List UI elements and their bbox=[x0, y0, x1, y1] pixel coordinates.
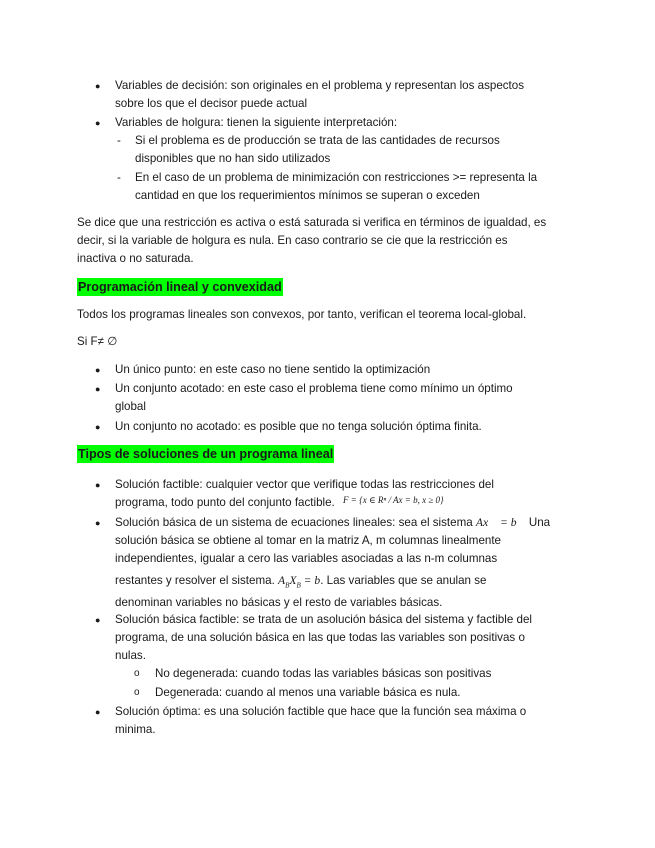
text-line bbox=[115, 572, 575, 594]
paragraph-restriccion-activa bbox=[77, 214, 582, 268]
text-line: solución básica se obtiene al tomar en la matriz A, m columnas linealmente bbox=[115, 534, 502, 547]
text-line: disponibles que no han sido utilizados bbox=[135, 152, 331, 165]
text-segment: programa, todo punto del conjunto factible. bbox=[115, 496, 335, 509]
list-item-variables-holgura bbox=[95, 114, 575, 132]
text-line: Si el problema es de producción se trata de las cantidades de recursos bbox=[135, 134, 500, 147]
text-line bbox=[115, 494, 575, 512]
formula-conjunto-factible: F = {x ∈ Rⁿ / Ax = b, x ≥ 0} bbox=[343, 495, 444, 505]
sub-item-produccion bbox=[117, 132, 580, 168]
text-line: Variables de holgura: tienen la siguiente interpretación: bbox=[115, 116, 398, 129]
list-item-unico-punto bbox=[95, 361, 575, 379]
list-item-conjunto-no-acotado bbox=[95, 418, 575, 436]
list-item-solucion-factible bbox=[95, 476, 575, 512]
text-line: Solución básica factible: se trata de un asolución básica del sistema y factible del bbox=[115, 613, 532, 626]
text-line: independientes, igualar a cero las variables asociadas a las n-m columnas bbox=[115, 552, 498, 565]
text-segment: restantes y resolver el sistema. bbox=[115, 574, 279, 587]
text-line: Degenerada: cuando al menos una variable básica es nula. bbox=[155, 686, 461, 699]
bullet-icon: ● bbox=[95, 615, 101, 625]
text-line: minima. bbox=[115, 723, 156, 736]
text-line: No degenerada: cuando todas las variables básicas son positivas bbox=[155, 667, 492, 680]
text-line: En el caso de un problema de minimización con restricciones >= representa la bbox=[135, 171, 538, 184]
dash-icon: - bbox=[117, 171, 121, 184]
sub-item-minimizacion bbox=[117, 169, 580, 205]
text-segment: Una bbox=[525, 516, 551, 529]
formula-sistema: Ax⃗ = b⃗ bbox=[475, 516, 526, 529]
text-line: Variables de decisión: son originales en el problema y representan los aspectos bbox=[115, 79, 525, 92]
text-segment: Solución básica de un sistema de ecuaciones lineales: sea el sistema bbox=[115, 516, 476, 529]
text-line: inactiva o no saturada. bbox=[77, 252, 194, 265]
list-item-conjunto-acotado bbox=[95, 380, 575, 416]
text-line: denominan variables no básicas y el resto de variables básicas. bbox=[115, 596, 443, 610]
formula-sub: B bbox=[296, 581, 301, 590]
text-line bbox=[115, 514, 575, 532]
heading-programacion-convexidad: Programación lineal y convexidad bbox=[78, 280, 282, 294]
bullet-icon: ● bbox=[95, 384, 101, 394]
sub-item-degenerada bbox=[134, 684, 575, 702]
bullet-icon: ● bbox=[95, 81, 101, 91]
bullet-icon: ● bbox=[95, 422, 101, 432]
text-line: Solución óptima: es una solución factible que hace que la función sea máxima o bbox=[115, 705, 527, 718]
formula-part: X bbox=[289, 574, 297, 587]
si-condition-line: Si F≠ ∅ bbox=[77, 335, 118, 348]
formula-part: = b bbox=[300, 574, 321, 587]
circle-bullet-icon: o bbox=[134, 668, 140, 679]
text-line: global bbox=[115, 400, 146, 413]
list-item-variables-decision bbox=[95, 77, 575, 113]
list-item-solucion-optima bbox=[95, 703, 575, 739]
text-line: sobre los que el decisor puede actual bbox=[115, 97, 308, 110]
sub-item-no-degenerada bbox=[134, 665, 575, 683]
text-line: Un conjunto no acotado: es posible que no tenga solución óptima finita. bbox=[115, 420, 482, 433]
bullet-icon: ● bbox=[95, 707, 101, 717]
text-line: nulas. bbox=[115, 649, 146, 662]
formula-sub: B bbox=[285, 581, 290, 590]
heading-tipos-soluciones: Tipos de soluciones de un programa lineal bbox=[78, 447, 334, 461]
bullet-icon: ● bbox=[95, 365, 101, 375]
text-segment: . Las variables que se anulan se bbox=[320, 574, 487, 587]
text-line: Un conjunto acotado: en este caso el problema tiene como mínimo un óptimo bbox=[115, 382, 513, 395]
bullet-icon: ● bbox=[95, 480, 101, 490]
text-line: Solución factible: cualquier vector que verifique todas las restricciones del bbox=[115, 478, 494, 491]
bullet-icon: ● bbox=[95, 518, 101, 528]
list-item-solucion-basica bbox=[95, 514, 575, 612]
formula-part: A bbox=[278, 574, 286, 587]
text-line: decir, si la variable de holgura es nula. En caso contrario se cie que la restricción es bbox=[77, 234, 508, 247]
text-line: cantidad en que los requerimientos mínimos se superan o exceden bbox=[135, 189, 480, 202]
text-line: Un único punto: en este caso no tiene sentido la optimización bbox=[115, 363, 431, 376]
list-item-solucion-basica-factible bbox=[95, 611, 575, 665]
paragraph-convexos: Todos los programas lineales son convexos, por tanto, verifican el teorema local-global. bbox=[77, 308, 527, 321]
dash-icon: - bbox=[117, 134, 121, 147]
formula-sistema-basico bbox=[278, 574, 321, 590]
text-line: programa, de una solución básica en las que todas las variables son positivas o bbox=[115, 631, 525, 644]
circle-bullet-icon: o bbox=[134, 687, 140, 698]
bullet-icon: ● bbox=[95, 118, 101, 128]
text-line: Se dice que una restricción es activa o está saturada si verifica en términos de igualdad, es bbox=[77, 216, 547, 229]
